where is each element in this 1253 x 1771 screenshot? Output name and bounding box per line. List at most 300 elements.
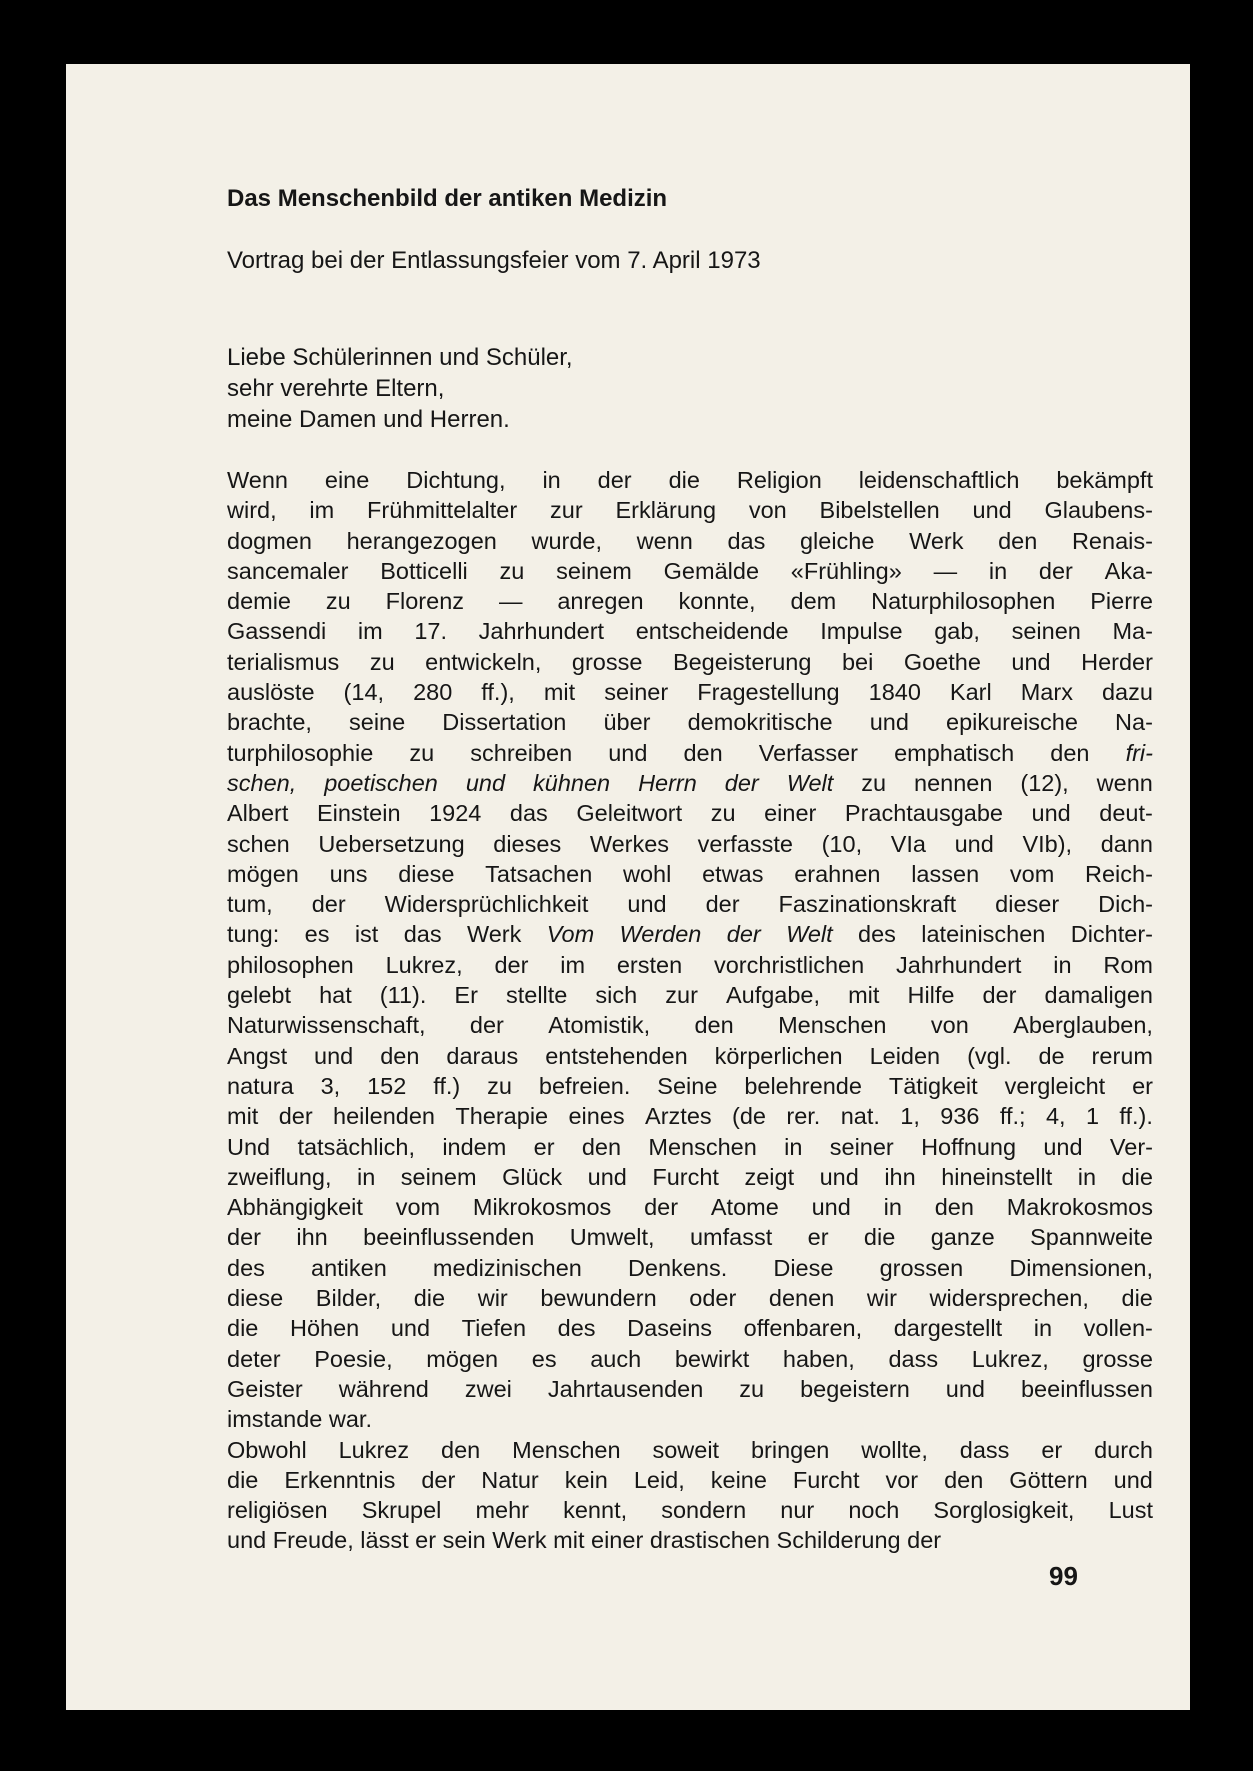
body-word: brachte, <box>227 709 312 736</box>
body-word: leidenschaftlich <box>858 467 1020 493</box>
body-word: Jahrtausenden <box>547 1375 704 1402</box>
body-line <box>227 1404 1153 1434</box>
body-word: die <box>1121 1285 1153 1312</box>
body-word: Impulse <box>820 618 903 645</box>
body-word: widersprechen, <box>929 1285 1089 1312</box>
body-word: (de <box>732 1103 766 1130</box>
body-word: dazu <box>1101 679 1153 706</box>
body-word: die <box>863 1224 896 1251</box>
body-line <box>227 1253 1153 1283</box>
body-word: zu <box>739 1375 765 1402</box>
body-word: die <box>668 467 700 493</box>
body-word: Poesie, <box>314 1345 393 1372</box>
body-word: ff.) <box>433 1072 461 1099</box>
body-word: zweiflung, <box>227 1163 332 1190</box>
body-word: grosse <box>571 648 643 675</box>
body-word: keine <box>710 1466 767 1493</box>
body-word: ersten <box>616 951 683 978</box>
body-word: und <box>954 830 994 857</box>
body-word: terialismus <box>227 648 340 675</box>
body-word: der <box>982 982 1017 1009</box>
body-word: wenn <box>636 527 693 554</box>
body-word: der <box>705 891 740 918</box>
body-word: Aberglauben, <box>1013 1012 1153 1039</box>
body-word: Jahrhundert <box>478 618 605 645</box>
body-word: und <box>227 1527 273 1554</box>
body-word: in <box>542 467 561 493</box>
body-word: herangezogen <box>346 527 497 554</box>
body-word: Goethe <box>903 648 981 675</box>
body-word: Sorglosigkeit, <box>933 1497 1075 1524</box>
body-word: Dichter- <box>1070 921 1153 948</box>
body-word: diese <box>227 1285 284 1312</box>
body-word: Wenn <box>227 467 288 493</box>
body-word: soweit <box>652 1436 720 1463</box>
body-word: grossen <box>879 1254 964 1281</box>
body-line <box>227 1465 1153 1495</box>
body-word: lassen <box>911 860 980 887</box>
body-word: Ma- <box>1112 618 1153 645</box>
body-word: Jahrhundert <box>896 951 1022 978</box>
body-word: der <box>597 467 632 493</box>
body-word: Werk <box>466 921 522 948</box>
body-word: lässt <box>360 1527 416 1554</box>
body-word: damaligen <box>1044 982 1153 1009</box>
body-word: indem <box>442 1133 507 1160</box>
body-word: zu <box>487 1072 512 1099</box>
body-word: vor <box>885 1466 919 1493</box>
body-word: Erklärung <box>615 497 717 524</box>
body-word: wollte, <box>861 1436 928 1463</box>
body-word: gleiche <box>799 527 875 554</box>
body-word: vom <box>1009 860 1055 887</box>
body-word: des <box>227 1254 265 1281</box>
salutation-line: Liebe Schülerinnen und Schüler, <box>227 344 573 371</box>
body-word: den <box>1050 739 1090 766</box>
body-word: ihn <box>296 1224 328 1251</box>
body-word: Tätigkeit <box>888 1072 978 1099</box>
body-word: Lukrez, <box>971 1345 1049 1372</box>
body-word: daraus <box>446 1042 519 1069</box>
body-word: (12), <box>1020 769 1069 796</box>
body-word: wurde, <box>531 527 603 554</box>
body-word: 17. <box>414 618 448 645</box>
body-word: lateinischen <box>921 921 1046 948</box>
body-word: Angst <box>227 1042 288 1069</box>
body-word: Werden <box>619 921 702 948</box>
body-word: einer <box>764 800 817 827</box>
body-word: es <box>531 1345 557 1372</box>
body-word: er <box>1041 1436 1063 1463</box>
body-word: Denkens. <box>627 1254 728 1281</box>
body-line <box>227 859 1153 889</box>
body-word: Lust <box>1108 1497 1153 1524</box>
body-word: während <box>338 1375 429 1402</box>
body-word: Daseins <box>627 1315 713 1342</box>
body-word: den <box>934 1194 974 1221</box>
body-word: begeistern <box>800 1375 910 1402</box>
body-word: vorchristlichen <box>713 951 865 978</box>
body-word: demokritische <box>687 709 833 736</box>
body-word: entstehenden <box>545 1042 688 1069</box>
body-line <box>227 1192 1153 1222</box>
body-word: den <box>441 1436 481 1463</box>
body-word: Ver- <box>1109 1133 1153 1160</box>
body-line <box>227 1283 1153 1313</box>
body-word: poetischen <box>324 769 438 796</box>
body-word: Geister <box>227 1375 303 1402</box>
body-word: (11). <box>379 982 427 1009</box>
body-word: der <box>421 1466 456 1493</box>
body-word: den <box>694 1012 734 1039</box>
body-word: Faszinationskraft <box>778 891 957 918</box>
body-word: Renais- <box>1071 527 1153 554</box>
body-word: Widersprüchlichkeit <box>384 891 589 918</box>
body-word: drastischen <box>649 1527 777 1554</box>
body-word: Tiefen <box>461 1315 527 1342</box>
body-line <box>227 768 1153 798</box>
body-word: (10, <box>821 830 863 857</box>
body-line <box>227 677 1153 707</box>
body-word: beeinflussen <box>1020 1375 1153 1402</box>
body-word: Erkenntnis <box>284 1466 396 1493</box>
body-word: Lukrez, <box>385 951 463 978</box>
body-word: Herrn <box>638 769 697 796</box>
body-word: beeinflussenden <box>363 1224 535 1251</box>
body-word: der <box>644 1194 679 1221</box>
body-word: mögen <box>227 860 299 887</box>
body-word: die <box>227 1315 259 1342</box>
body-word: den <box>944 1466 984 1493</box>
body-word: er <box>533 1133 555 1160</box>
body-word: Religion <box>736 467 822 493</box>
body-word: er <box>807 1224 829 1251</box>
body-word: der <box>227 1224 261 1251</box>
body-word: Göttern <box>1009 1466 1088 1493</box>
body-word: den <box>998 527 1038 554</box>
body-line <box>227 1071 1153 1101</box>
body-word: eine <box>324 467 370 493</box>
body-word: Lukrez <box>338 1436 410 1463</box>
body-word: der <box>724 769 759 796</box>
body-word: nur <box>780 1497 815 1524</box>
body-word: Werk <box>909 527 964 554</box>
body-word: der <box>907 1527 942 1554</box>
body-word: rerum <box>1091 1042 1153 1069</box>
body-word: zu <box>369 648 395 675</box>
body-word: Menschen <box>778 1012 887 1039</box>
body-word: haben, <box>782 1345 855 1372</box>
body-word: wohl <box>623 860 672 887</box>
body-word: heilenden <box>333 1103 435 1130</box>
body-word: ff.), <box>481 679 515 706</box>
body-word: zur <box>665 982 698 1009</box>
body-word: auslöste <box>227 679 315 706</box>
body-word: Marx <box>1020 679 1073 706</box>
body-line <box>227 586 1153 616</box>
body-word: 1 <box>1085 1103 1100 1130</box>
body-word: wenn <box>1096 769 1153 796</box>
body-word: mit <box>553 1527 592 1554</box>
salutation <box>227 342 1153 435</box>
body-word: Spannweite <box>1030 1224 1153 1251</box>
body-word: Frühmittelalter <box>367 497 518 524</box>
body-word: 3, <box>320 1072 341 1099</box>
body-word: seinen <box>1011 618 1081 645</box>
body-word: Mikrokosmos <box>472 1194 612 1221</box>
body-word: Florenz <box>385 588 465 615</box>
body-word: erahnen <box>794 860 881 887</box>
body-word: Hoffnung <box>921 1133 1017 1160</box>
body-word: gelebt <box>227 982 292 1009</box>
body-word: bringen <box>750 1436 830 1463</box>
body-word: mit <box>543 679 576 706</box>
body-word: Verfasser <box>758 739 859 766</box>
body-word: imstande <box>227 1406 329 1433</box>
body-word: ff.). <box>1119 1103 1153 1130</box>
body-word: in <box>988 557 1008 584</box>
body-word: körperlichen <box>714 1042 843 1069</box>
body-word: Vom <box>546 921 595 948</box>
body-line <box>227 1101 1153 1131</box>
body-word: Welt <box>786 921 833 948</box>
body-word: zu <box>325 588 351 615</box>
body-word: stellte <box>505 982 568 1009</box>
body-word: — <box>498 588 523 615</box>
body-word: zeigt <box>744 1163 795 1190</box>
body-word: noch <box>848 1497 900 1524</box>
body-word: Menschen <box>512 1436 621 1463</box>
body-line <box>227 707 1153 737</box>
body-line <box>227 1495 1153 1525</box>
body-word: verfasste <box>697 830 793 857</box>
body-word: 280 <box>413 679 453 706</box>
body-word: und <box>1011 648 1051 675</box>
body-word: nennen <box>914 769 993 796</box>
body-word: tatsächlich, <box>297 1133 415 1160</box>
body-word: Geleitwort <box>576 800 683 827</box>
body-line <box>227 1374 1153 1404</box>
body-word: 4, <box>1045 1103 1066 1130</box>
page-content <box>227 184 1153 1556</box>
body-word: Natur <box>481 1466 539 1493</box>
body-word: dass <box>959 1436 1010 1463</box>
body-word: wir <box>866 1285 897 1312</box>
body-word: durch <box>1094 1436 1153 1463</box>
body-line <box>227 1525 1153 1555</box>
body-word: gab, <box>934 618 980 645</box>
body-word: Dimensionen, <box>1009 1254 1153 1281</box>
body-word: Naturphilosophen <box>871 588 1056 615</box>
body-word: kennt, <box>563 1497 628 1524</box>
body-line <box>227 1132 1153 1162</box>
body-word: die <box>413 1285 446 1312</box>
body-line <box>227 1162 1153 1192</box>
body-line <box>227 1010 1153 1040</box>
body-word: nat. <box>840 1103 880 1130</box>
body-word: Seine <box>657 1072 718 1099</box>
page-number: 99 <box>1049 1561 1078 1591</box>
body-word: Menschen <box>648 1133 757 1160</box>
body-word: dem <box>790 588 837 615</box>
body-word: Hilfe <box>907 982 955 1009</box>
body-word: vom <box>395 1194 441 1221</box>
body-word: in <box>357 1163 376 1190</box>
body-word: deter <box>227 1345 281 1372</box>
body-word: wir <box>477 1285 508 1312</box>
body-word: antiken <box>311 1254 387 1281</box>
body-word: Tatsachen <box>485 860 593 887</box>
body-word: Gassendi <box>227 618 327 645</box>
body-word: seiner <box>604 679 669 706</box>
body-word: Glück <box>502 1163 563 1190</box>
body-word: zu <box>861 769 887 796</box>
body-word: belehrende <box>744 1072 862 1099</box>
body-text <box>227 465 1153 1556</box>
body-word: etwas <box>702 860 764 887</box>
body-word: demie <box>227 588 292 615</box>
body-word: sich <box>595 982 638 1009</box>
body-word: deut- <box>1099 800 1153 827</box>
body-word: Atome <box>710 1194 779 1221</box>
body-word: er <box>1132 1072 1153 1099</box>
body-word: von <box>930 1012 969 1039</box>
body-word: sancemaler <box>227 557 349 584</box>
body-word: des <box>557 1315 596 1342</box>
body-word: das <box>403 921 442 948</box>
body-word: vergleicht <box>1004 1072 1106 1099</box>
body-word: ihn <box>884 1163 916 1190</box>
body-word: der <box>726 921 761 948</box>
body-word: wird, <box>227 497 277 524</box>
body-word: entscheidende <box>635 618 789 645</box>
body-word: ff.; <box>999 1103 1026 1130</box>
body-word: Werk <box>492 1527 554 1554</box>
body-line <box>227 1041 1153 1071</box>
body-word: der <box>1038 557 1073 584</box>
body-word: entwickeln, <box>425 648 542 675</box>
body-word: im <box>357 618 383 645</box>
body-word: konnte, <box>678 588 756 615</box>
body-word: dargestellt <box>893 1315 1003 1342</box>
body-word: den <box>581 1133 622 1160</box>
body-word: Begeisterung <box>672 648 812 675</box>
body-word: Atomistik, <box>548 1012 651 1039</box>
body-line <box>227 829 1153 859</box>
body-word: war. <box>328 1406 372 1433</box>
body-word: dass <box>888 1345 939 1372</box>
body-word: Prachtausgabe <box>844 800 1003 827</box>
body-word: mehr <box>475 1497 530 1524</box>
body-word: — <box>933 557 958 584</box>
body-word: VIb), <box>1022 830 1073 857</box>
body-word: die <box>227 1466 259 1493</box>
body-word: fri- <box>1125 739 1153 766</box>
body-word: Er <box>454 982 478 1009</box>
body-word: Freude, <box>272 1527 361 1554</box>
body-word: er <box>415 1527 443 1554</box>
body-word: und <box>1031 800 1071 827</box>
body-word: Höhen <box>289 1315 360 1342</box>
body-word: dogmen <box>227 527 312 554</box>
body-word: bei <box>841 648 874 675</box>
body-word: sein <box>442 1527 493 1554</box>
body-word: hat <box>319 982 352 1009</box>
body-word: zwei <box>464 1375 512 1402</box>
body-word: emphatisch <box>894 739 1015 766</box>
body-word: (vgl. <box>967 1042 1012 1069</box>
body-word: zur <box>550 497 583 524</box>
body-word: 1924 <box>429 800 482 827</box>
body-word: und <box>1113 1466 1153 1493</box>
body-word: im <box>560 951 586 978</box>
body-word: anregen <box>557 588 644 615</box>
body-word: Werkes <box>589 830 670 857</box>
body-word: der <box>311 891 346 918</box>
body-line <box>227 495 1153 525</box>
document-page <box>66 64 1190 1710</box>
body-word: befreien. <box>538 1072 631 1099</box>
body-word: 936 <box>940 1103 980 1130</box>
body-word: de <box>1038 1042 1065 1069</box>
body-word: ist <box>354 921 379 948</box>
body-word: des <box>858 921 896 948</box>
body-word: kein <box>564 1466 608 1493</box>
body-word: Bibelstellen <box>819 497 940 524</box>
body-word: schen, <box>227 769 297 796</box>
body-word: rer. <box>786 1103 821 1130</box>
body-line <box>227 465 1153 495</box>
body-word: 1, <box>900 1103 920 1130</box>
body-word: Obwohl <box>227 1436 307 1463</box>
body-line <box>227 1435 1153 1465</box>
body-word: bewirkt <box>674 1345 750 1372</box>
body-line <box>227 1313 1153 1343</box>
body-word: Pierre <box>1090 588 1153 615</box>
body-word: uns <box>329 860 368 887</box>
body-word: Aka- <box>1104 557 1153 584</box>
body-line <box>227 919 1153 949</box>
body-word: Abhängigkeit <box>227 1194 363 1221</box>
body-word: Welt <box>786 769 834 796</box>
body-word: mögen <box>426 1345 499 1372</box>
body-word: 1840 <box>868 679 921 706</box>
body-line <box>227 616 1153 646</box>
body-word: Uebersetzung <box>318 830 465 857</box>
salutation-line: meine Damen und Herren. <box>227 406 510 433</box>
body-word: der <box>278 1103 313 1130</box>
body-word: tung: <box>227 921 280 948</box>
body-line <box>227 889 1153 919</box>
body-word: schreiben <box>470 739 573 766</box>
body-word: eines <box>568 1103 625 1130</box>
body-word: Leid, <box>633 1466 685 1493</box>
body-word: denen <box>768 1285 835 1312</box>
body-word: hineinstellt <box>941 1163 1053 1190</box>
body-word: zu <box>499 557 525 584</box>
body-word: philosophen <box>227 951 354 978</box>
body-word: schen <box>227 830 290 857</box>
body-word: Furcht <box>652 1163 719 1190</box>
body-word: Herder <box>1081 648 1153 675</box>
body-word: und <box>627 891 667 918</box>
body-word: VIa <box>890 830 926 857</box>
body-word: den <box>683 739 723 766</box>
body-word: Karl <box>949 679 992 706</box>
body-word: Bilder, <box>315 1285 382 1312</box>
body-word: auch <box>590 1345 642 1372</box>
body-word: natura <box>227 1072 294 1099</box>
